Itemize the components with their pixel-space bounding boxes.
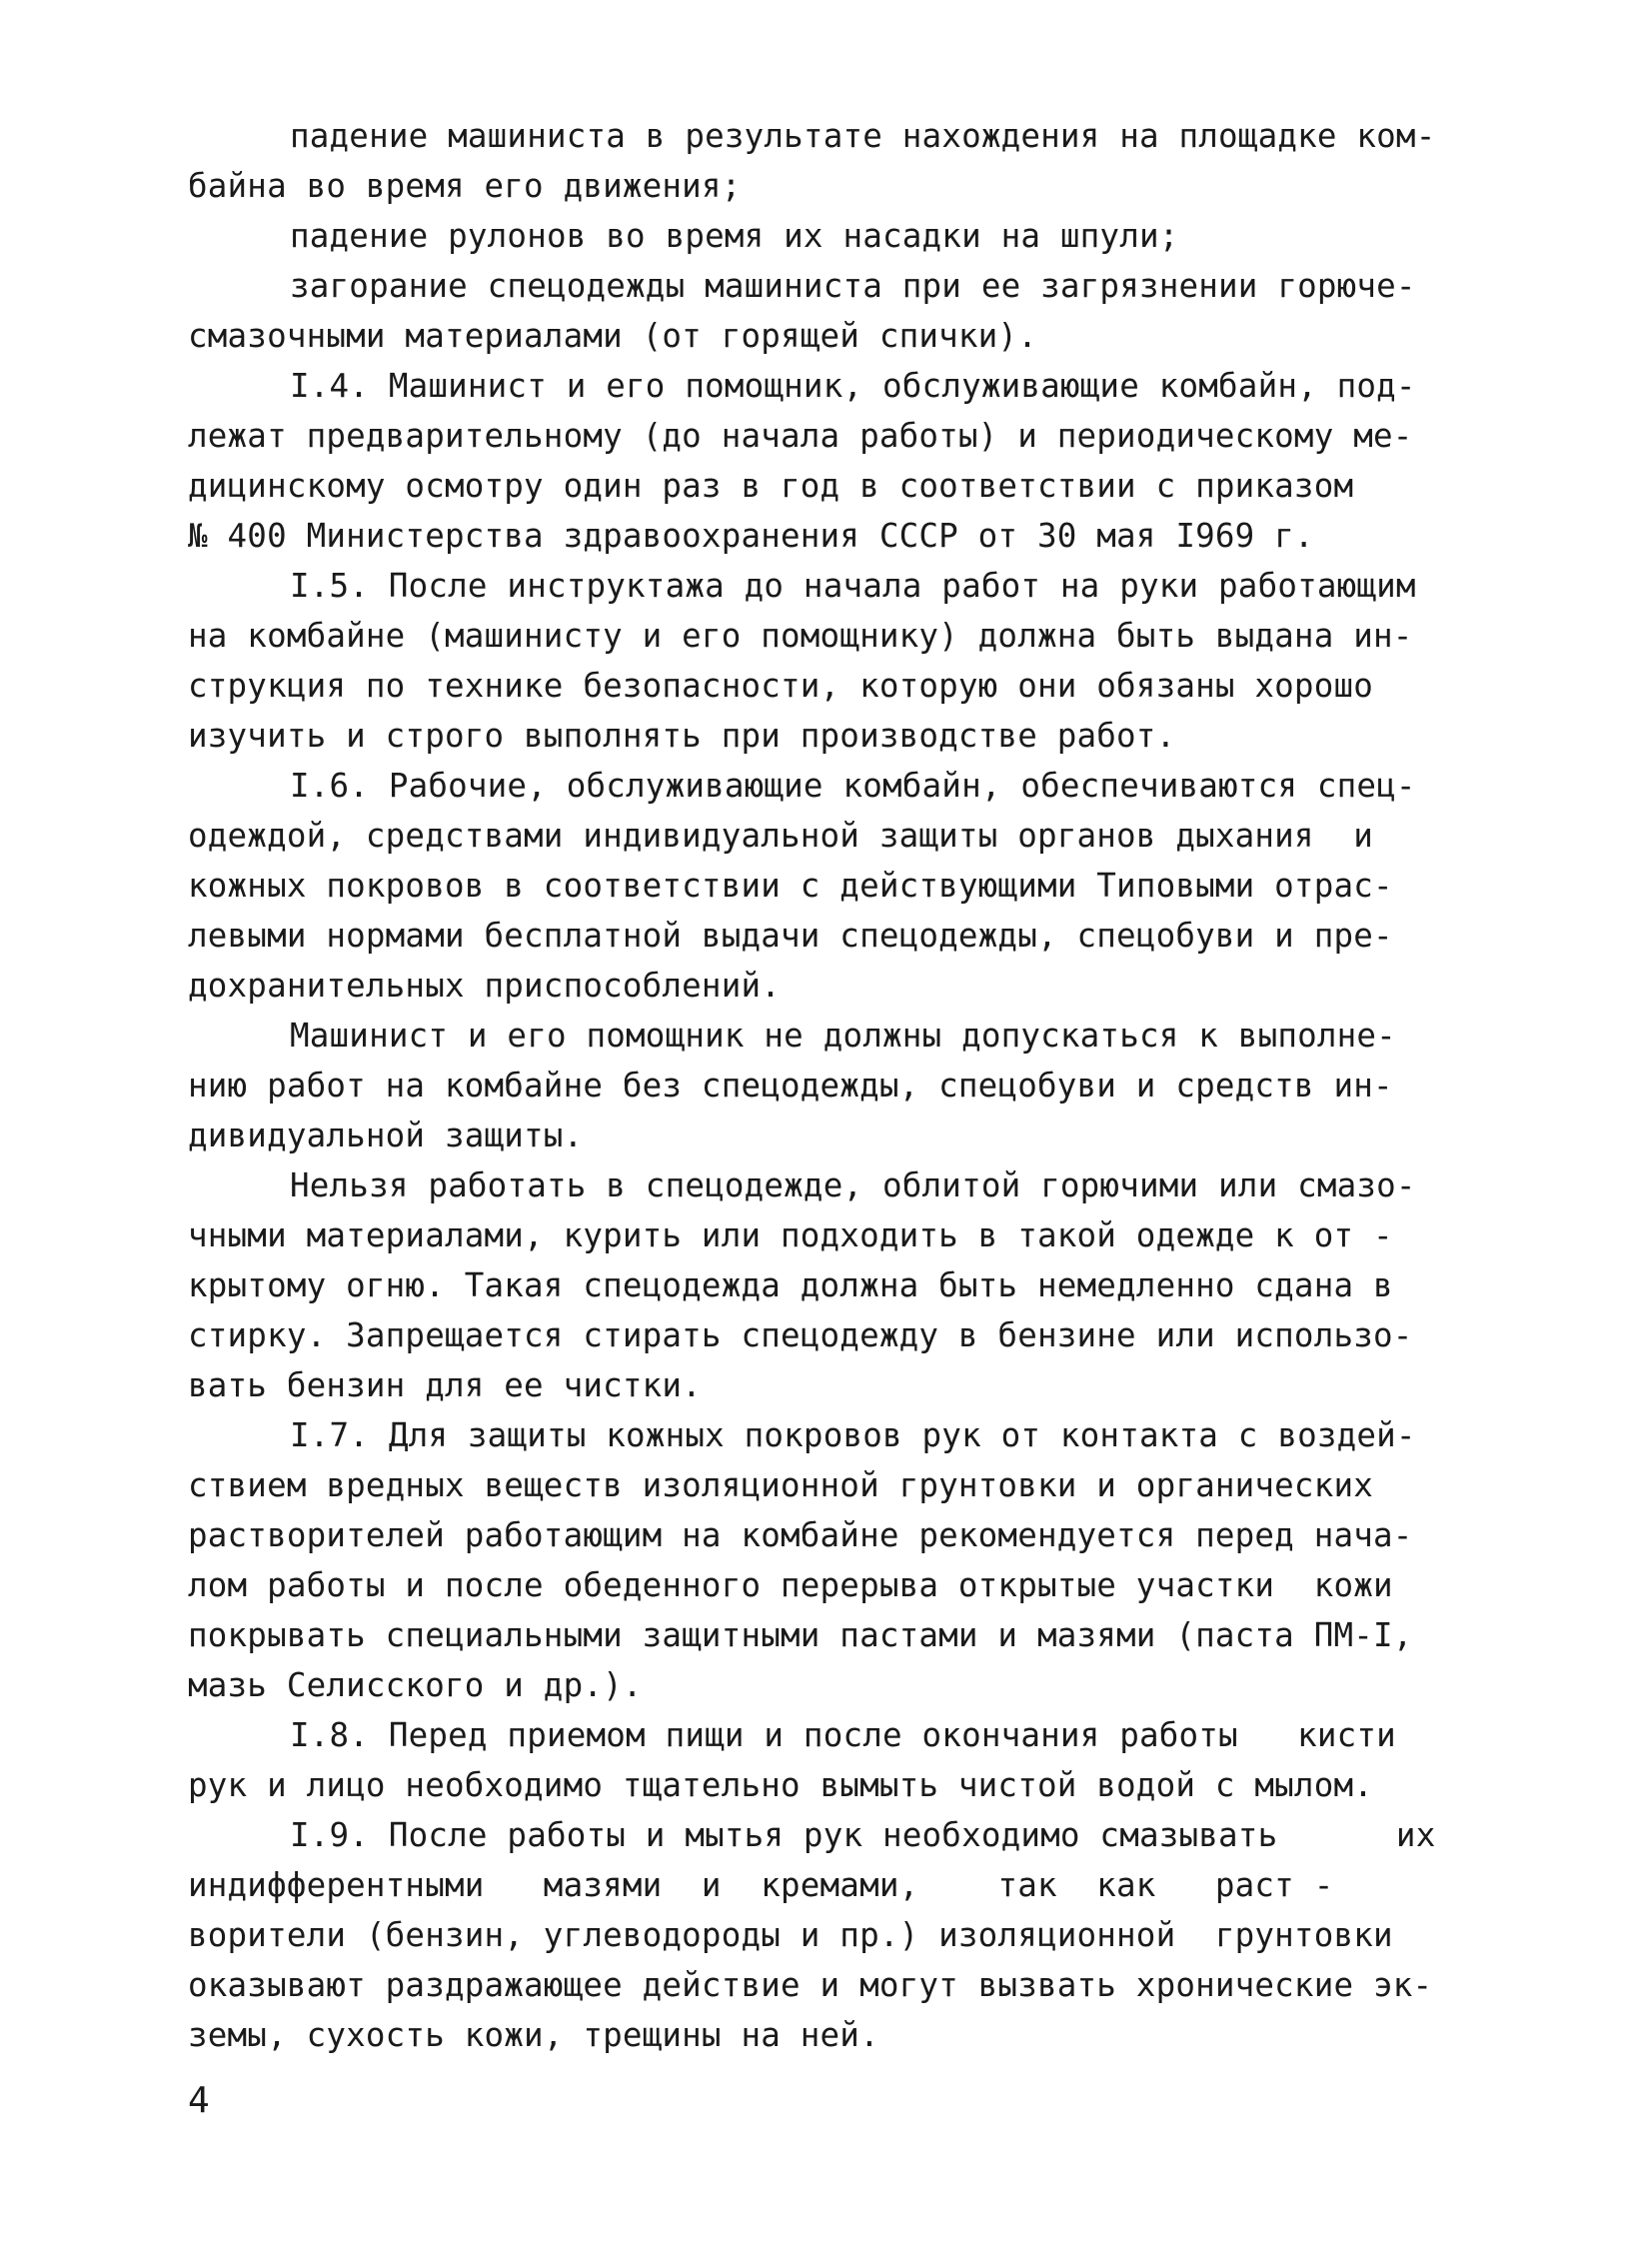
text-line-9: № 400 Министерства здравоохранения СССР от 30 мая I969 г. [188,517,1314,555]
text-line-21: дивидуальной защиты. [188,1117,584,1154]
text-line-16: кожных покровов в соответствии с действующими Типовыми отрас- [188,867,1393,905]
text-line-11: на комбайне (машинисту и его помощнику) должна быть выдана ин- [188,617,1413,655]
text-line-2: байна во время его движения; [188,167,742,205]
text-line-29: растворителей работающим на комбайне рекомендуется перед нача- [188,1516,1413,1554]
text-line-4: загорание спецодежды машиниста при ее загрязнении горюче- [290,267,1416,305]
text-line-36: индифферентными мазями и кремами, так как раст - [188,1866,1334,1904]
text-line-17: левыми нормами бесплатной выдачи спецодежды, спецобуви и пре- [188,917,1393,955]
text-line-5: смазочными материалами (от горящей спички). [188,317,1037,355]
text-line-39: земы, сухость кожи, трещины на ней. [188,2016,879,2054]
text-line-38: оказывают раздражающее действие и могут вызвать хронические эк- [188,1966,1433,2004]
text-line-15: одеждой, средствами индивидуальной защиты органов дыхания и [188,817,1373,855]
text-line-28: ствием вредных веществ изоляционной грунтовки и органических [188,1466,1373,1504]
text-line-25: стирку. Запрещается стирать спецодежду в бензине или использо- [188,1316,1413,1354]
text-line-3: падение рулонов во время их насадки на шпули; [290,217,1179,255]
text-line-33: I.8. Перед приемом пищи и после окончания работы кисти [290,1716,1396,1754]
text-line-26: вать бензин для ее чистки. [188,1366,702,1404]
text-line-10: I.5. После инструктажа до начала работ на руки работающим [290,567,1416,605]
text-line-35: I.9. После работы и мытья рук необходимо смазывать их [290,1816,1436,1854]
text-line-37: ворители (бензин, углеводороды и пр.) изоляционной грунтовки [188,1916,1393,1954]
text-line-31: покрывать специальными защитными пастами и мазями (паста ПМ-I, [188,1616,1413,1654]
text-line-27: I.7. Для защиты кожных покровов рук от контакта с воздей- [290,1416,1416,1454]
text-line-13: изучить и строго выполнять при производстве работ. [188,717,1176,755]
text-line-7: лежат предварительному (до начала работы) и периодическому ме- [188,417,1413,455]
text-line-18: дохранительных приспособлений. [188,967,781,1005]
text-line-8: дицинскому осмотру один раз в год в соответствии с приказом [188,467,1354,505]
text-line-6: I.4. Машинист и его помощник, обслуживающие комбайн, под- [290,367,1416,405]
text-line-34: рук и лицо необходимо тщательно вымыть чистой водой с мылом. [188,1766,1373,1804]
text-line-22: Нельзя работать в спецодежде, облитой горючими или смазо- [290,1166,1416,1204]
text-line-30: лом работы и после обеденного перерыва открытые участки кожи [188,1566,1393,1604]
text-line-32: мазь Селисского и др.). [188,1666,643,1704]
text-line-24: крытому огню. Такая спецодежда должна быть немедленно сдана в [188,1266,1393,1304]
text-line-23: чными материалами, курить или подходить в такой одежде к от - [188,1216,1393,1254]
text-line-20: нию работ на комбайне без спецодежды, спецобуви и средств ин- [188,1067,1393,1105]
text-line-14: I.6. Рабочие, обслуживающие комбайн, обеспечиваются спец- [290,767,1416,805]
page-number: 4 [188,2080,210,2121]
text-line-19: Машинист и его помощник не должны допускаться к выполне- [290,1017,1396,1055]
text-line-12: струкция по технике безопасности, которую они обязаны хорошо [188,667,1373,705]
text-line-1: падение машиниста в результате нахождения на площадке ком- [290,117,1436,155]
